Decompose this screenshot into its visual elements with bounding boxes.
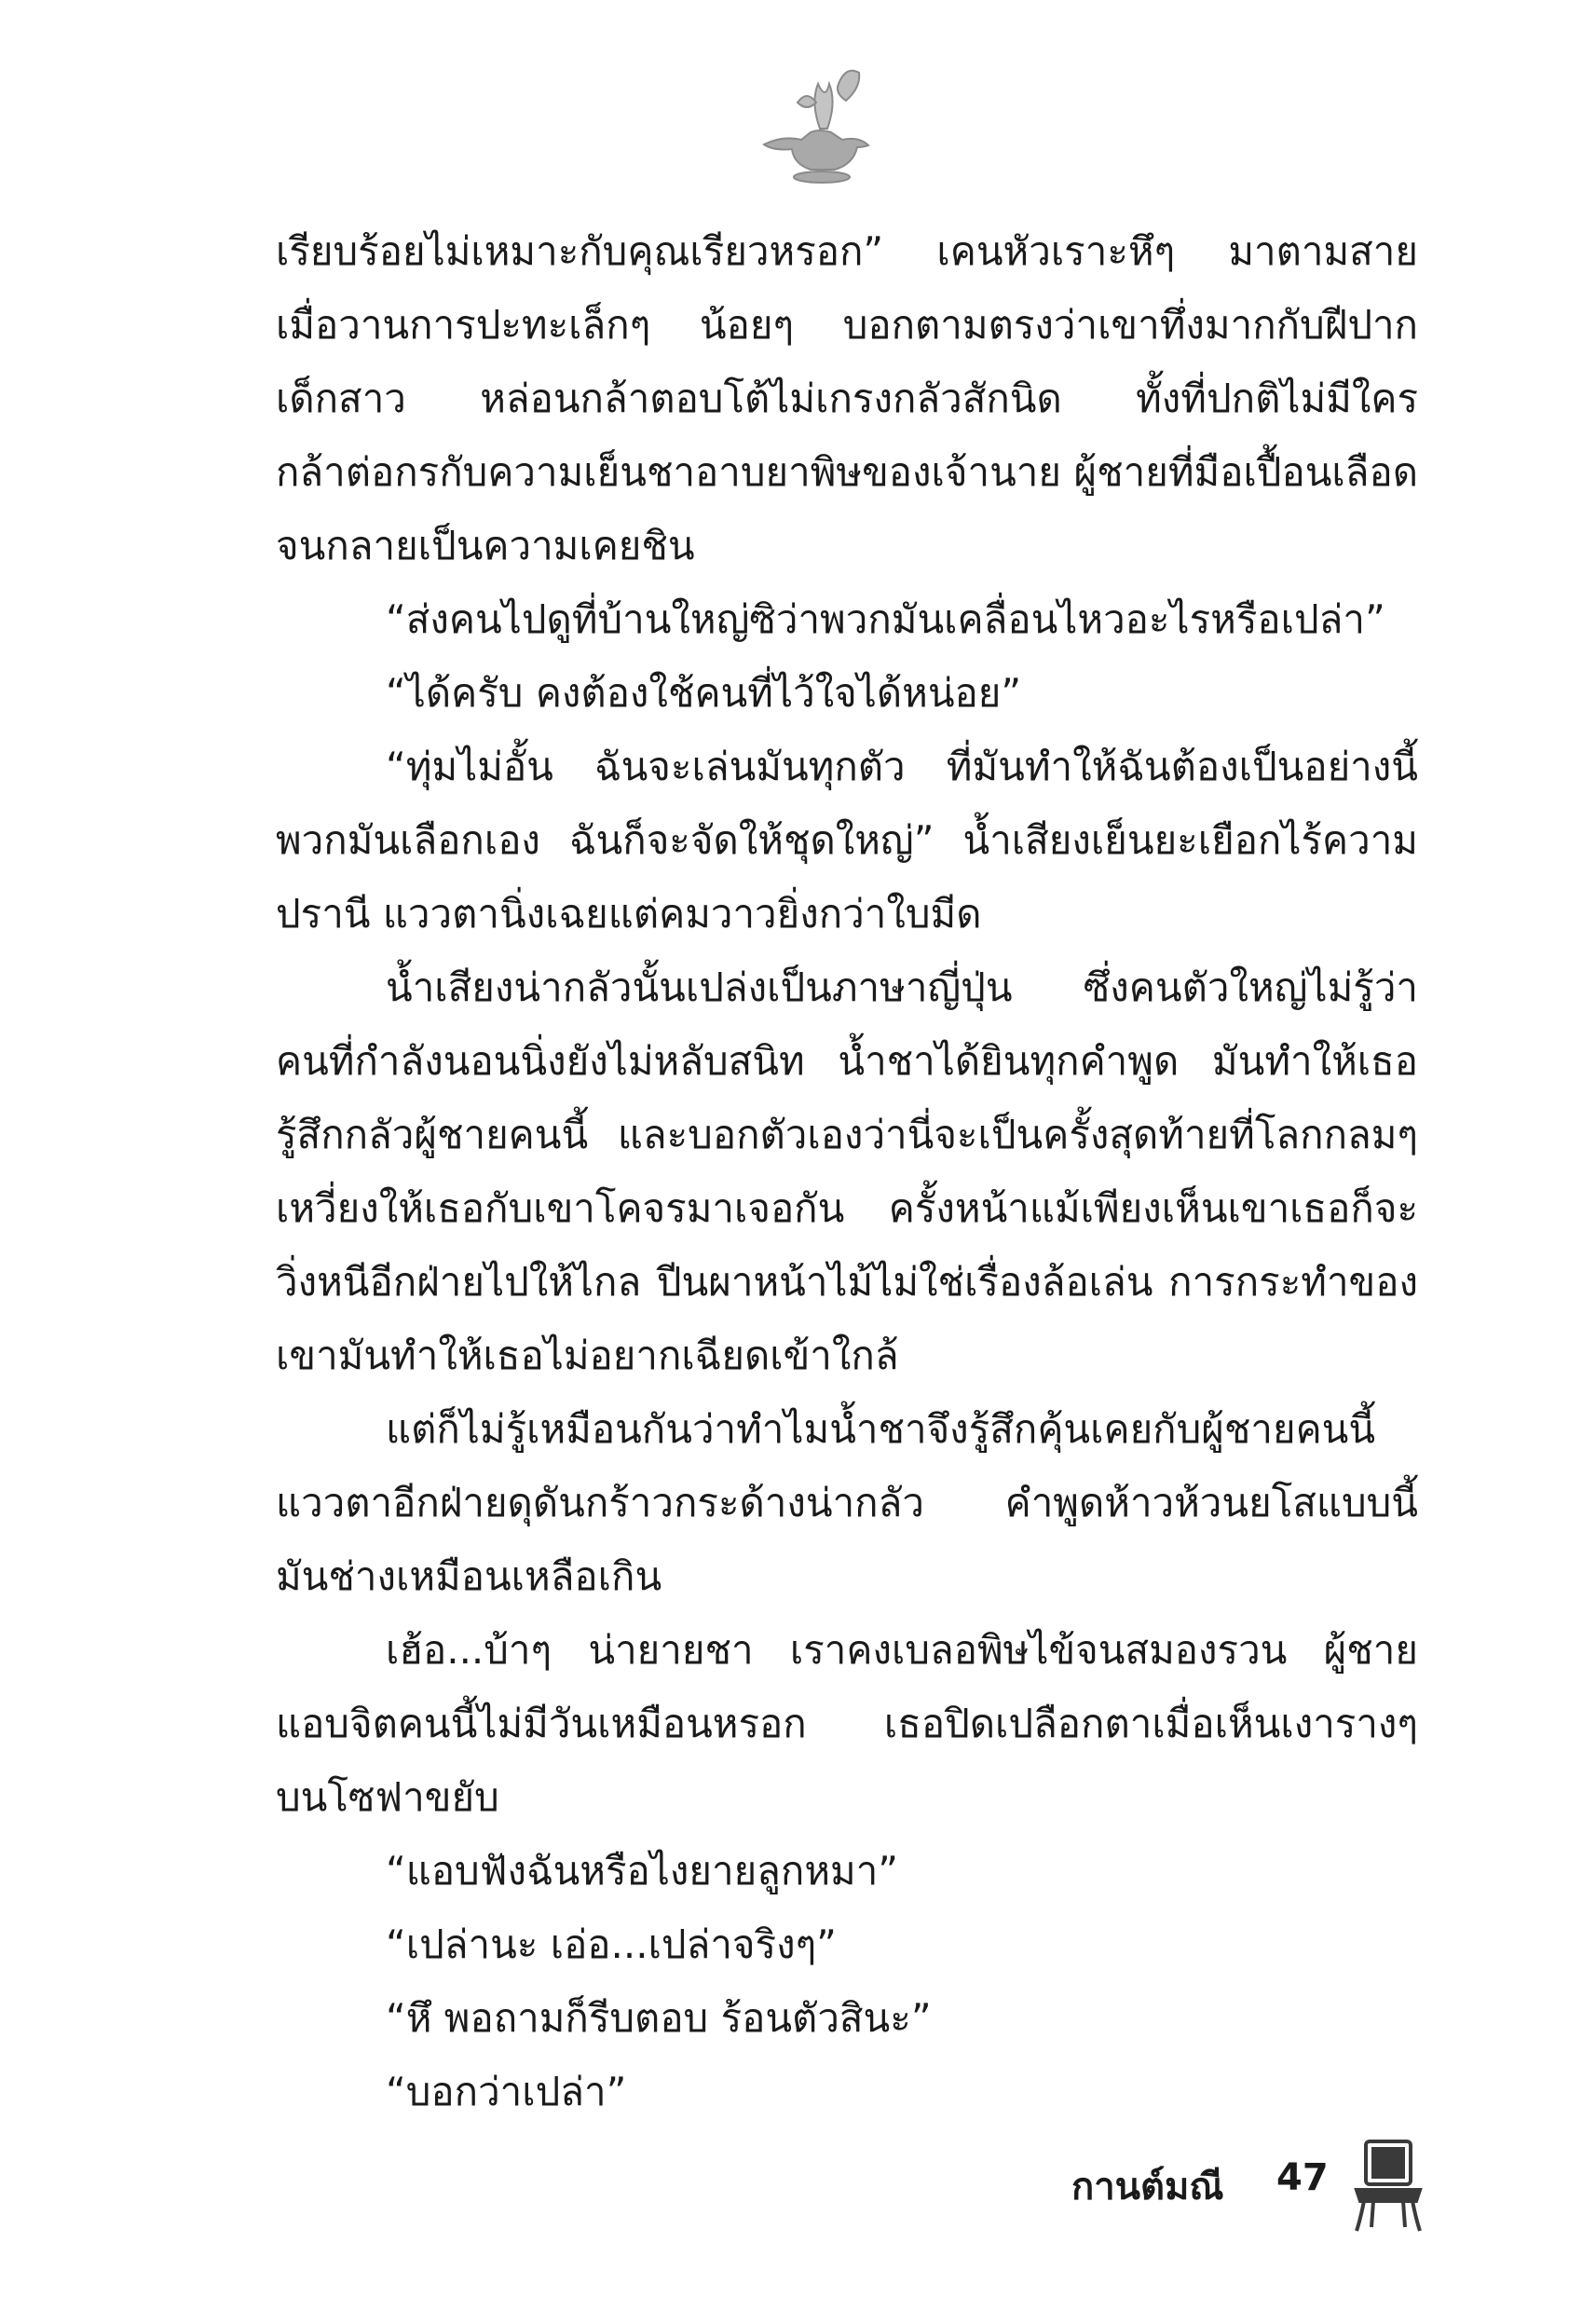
text-line: แต่ก็ไม่รู้เหมือนกันว่าทำไมน้ำชาจึงรู้สึกคุ้นเคยกับผู้ชายคนนี้	[386, 1406, 1376, 1452]
text-line: บนโซฟาขยับ	[276, 1774, 499, 1820]
text-line: เรียบร้อยไม่เหมาะกับคุณเรียวหรอก” เคนหัวเราะหึๆ มาตามสาย	[276, 228, 1418, 274]
text-line: รู้สึกกลัวผู้ชายคนนี้ และบอกตัวเองว่านี่จะเป็นครั้งสุดท้ายที่โลกกลมๆ	[276, 1112, 1418, 1157]
text-line: “ส่งคนไปดูที่บ้านใหญ่ซิว่าพวกมันเคลื่อนไหวอะไรหรือเปล่า”	[386, 596, 1385, 642]
text-line: “ได้ครับ คงต้องใช้คนที่ไว้ใจได้หน่อย”	[386, 670, 1022, 716]
text-line: ปรานี แววตานิ่งเฉยแต่คมวาวยิ่งกว่าใบมีด	[276, 891, 982, 937]
page-number: 47	[1276, 2156, 1329, 2199]
text-line: แอบจิตคนนี้ไม่มีวันเหมือนหรอก เธอปิดเปลือกตาเมื่อเห็นเงารางๆ	[276, 1701, 1418, 1746]
text-line: กล้าต่อกรกับความเย็นชาอาบยาพิษของเจ้านาย ผู้ชายที่มือเปื้อนเลือด	[276, 449, 1418, 495]
text-line: วิ่งหนีอีกฝ่ายไปให้ไกล ปีนผาหน้าไม้ไม่ใช่เรื่องล้อเล่น การกระทำของ	[276, 1259, 1418, 1305]
text-line: แววตาอีกฝ่ายดุดันกร้าวกระด้างน่ากลัว คำพูดห้าวห้วนยโสแบบนี้	[276, 1480, 1418, 1525]
body-text	[276, 214, 1418, 2128]
text-line: น้ำเสียงน่ากลัวนั้นเปล่งเป็นภาษาญี่ปุ่น ซึ่งคนตัวใหญ่ไม่รู้ว่า	[386, 964, 1418, 1010]
text-line: เด็กสาว หล่อนกล้าตอบโต้ไม่เกรงกลัวสักนิด ทั้งที่ปกติไม่มีใคร	[276, 376, 1418, 421]
text-line: “เปล่านะ เอ่อ...เปล่าจริงๆ”	[386, 1921, 837, 1967]
text-line: เขามันทำให้เธอไม่อยากเฉียดเข้าใกล้	[276, 1333, 899, 1378]
text-line: มันช่างเหมือนเหลือเกิน	[276, 1553, 662, 1599]
chair-icon	[1351, 2134, 1425, 2236]
text-line: เหวี่ยงให้เธอกับเขาโคจรมาเจอกัน ครั้งหน้าแม้เพียงเห็นเขาเธอก็จะ	[276, 1185, 1418, 1231]
text-line: เมื่อวานการปะทะเล็กๆ น้อยๆ บอกตามตรงว่าเขาทึ่งมากกับฝีปาก	[276, 302, 1418, 348]
text-line: พวกมันเลือกเอง ฉันก็จะจัดให้ชุดใหญ่” น้ำเสียงเย็นยะเยือกไร้ความ	[276, 817, 1418, 863]
book-title: กานต์มณี	[1071, 2166, 1224, 2208]
text-line: “บอกว่าเปล่า”	[386, 2069, 627, 2114]
text-line: เฮ้อ...บ้าๆ น่ายายชา เราคงเบลอพิษไข้จนสมองรวน ผู้ชาย	[386, 1627, 1418, 1673]
text-line: “หึ พอถามก็รีบตอบ ร้อนตัวสินะ”	[386, 1995, 932, 2041]
text-line: “แอบฟังฉันหรือไงยายลูกหมา”	[386, 1848, 899, 1894]
teapot-ornament-icon	[745, 47, 894, 196]
page-footer	[1071, 2134, 1444, 2236]
text-line: คนที่กำลังนอนนิ่งยังไม่หลับสนิท น้ำชาได้ยินทุกคำพูด มันทำให้เธอ	[276, 1038, 1418, 1084]
text-line: จนกลายเป็นความเคยชิน	[276, 523, 695, 568]
text-line: “ทุ่มไม่อั้น ฉันจะเล่นมันทุกตัว ที่มันทำให้ฉันต้องเป็นอย่างนี้	[386, 744, 1418, 789]
